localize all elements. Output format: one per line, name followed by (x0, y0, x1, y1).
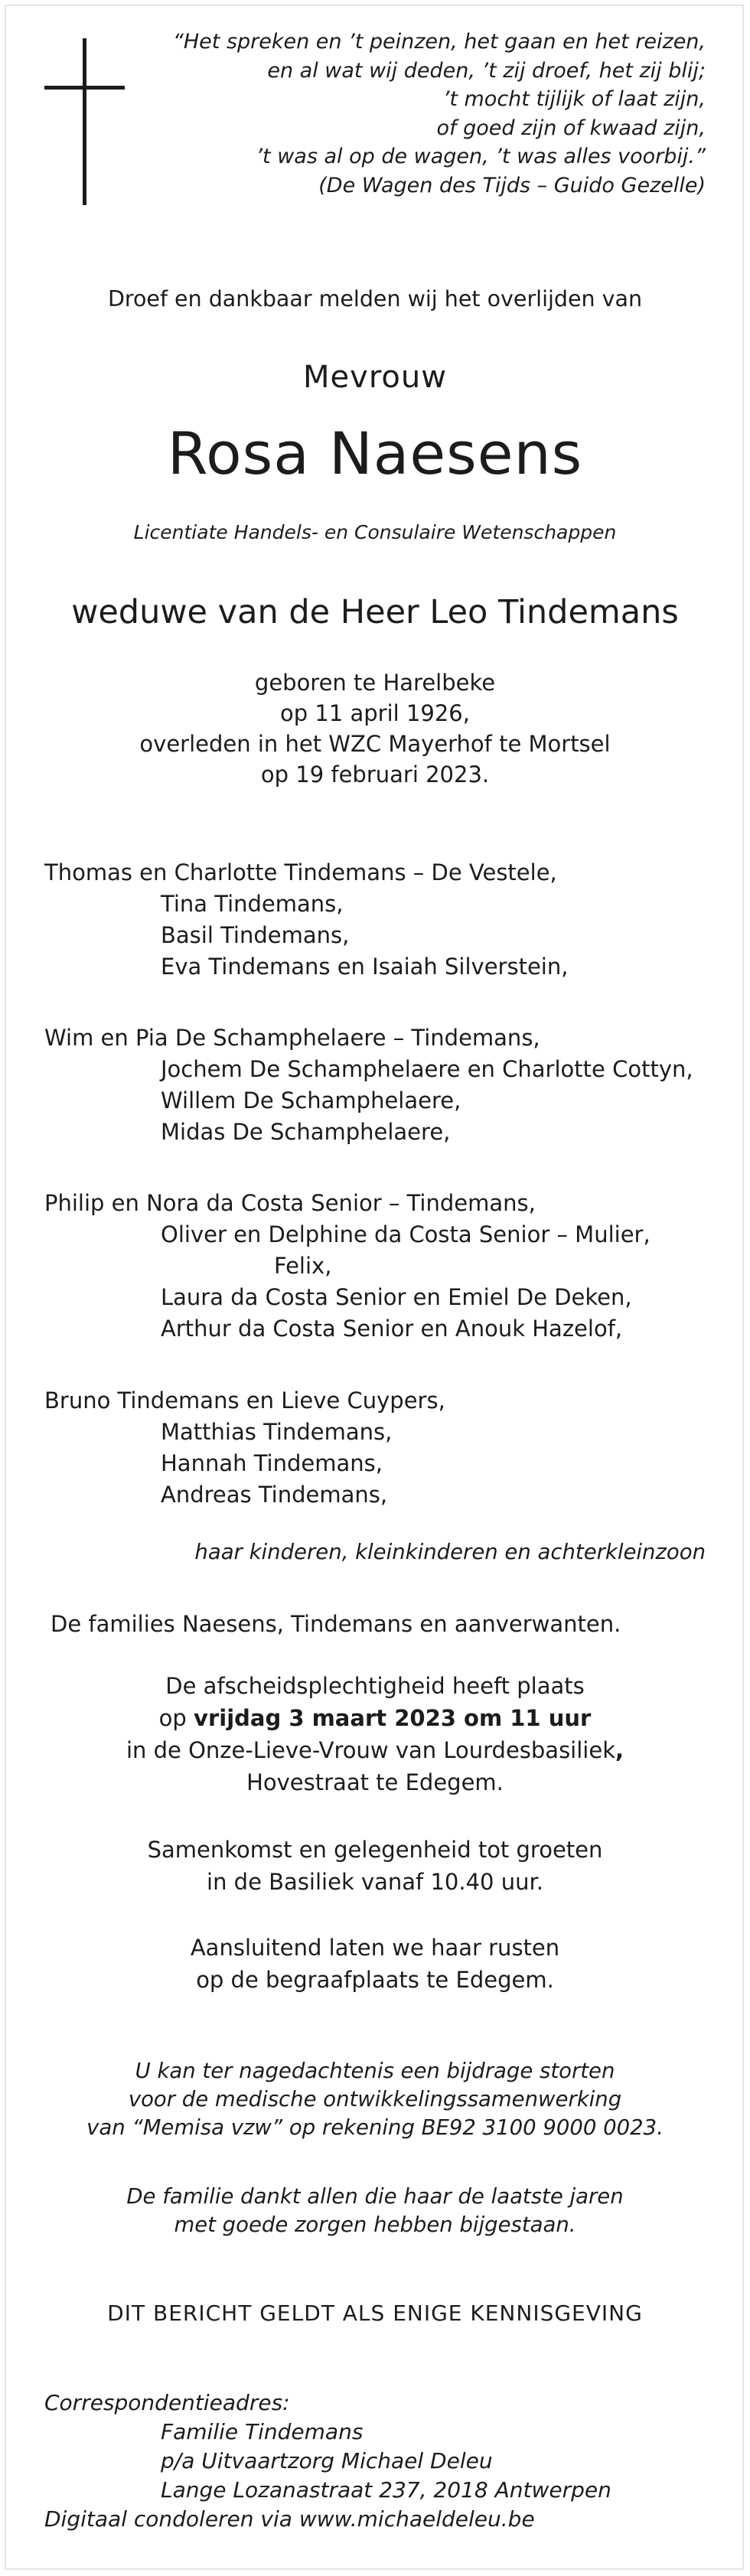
birth-death-info (0, 667, 750, 790)
degree: Licentiate Handels- en Consulaire Wetenschappen (133, 521, 617, 543)
ceremony-info (0, 1670, 750, 1798)
donation-line: voor de medische ontwikkelingssamenwerking (128, 2087, 622, 2111)
correspondence-line: Lange Lozanastraat 237, 2018 Antwerpen (161, 2477, 611, 2503)
correspondence-label: Correspondentieadres: (44, 2390, 290, 2415)
online-condolence: Digitaal condoleren via www.michaeldeleu.be (44, 2506, 535, 2532)
family-head: Wim en Pia De Schamphelaere – Tindemans, (44, 1025, 540, 1051)
poem-line: ’t mocht tijlijk of laat zijn, (442, 87, 706, 111)
death-date: op 19 februari 2023. (260, 761, 490, 787)
cross-vertical-bar (83, 38, 86, 205)
gathering-line: in de Basiliek vanaf 10.40 uur. (207, 1869, 543, 1895)
honorific: Mevrouw (303, 360, 447, 395)
ceremony-date: vrijdag 3 maart 2023 om 11 uur (194, 1705, 592, 1731)
ceremony-place-line (0, 1734, 750, 1766)
ceremony-street: Hovestraat te Edegem. (246, 1769, 504, 1795)
poem-line: en al wat wij deden, ’t zij droef, het zij blij; (267, 58, 706, 83)
widow-line: weduwe van de Heer Leo Tindemans (71, 593, 679, 631)
family-group (44, 857, 568, 983)
thanks-info (0, 2183, 750, 2239)
ceremony-comma: , (615, 1737, 624, 1763)
family-member: Jochem De Schamphelaere en Charlotte Cottyn, (161, 1056, 693, 1082)
ceremony-line: De afscheidsplechtigheid heeft plaats (165, 1673, 585, 1699)
kids-line: haar kinderen, kleinkinderen en achterkleinzoon (194, 1540, 706, 1564)
family-member: Oliver en Delphine da Costa Senior – Mulier, (161, 1221, 651, 1247)
family-member: Laura da Costa Senior en Emiel De Deken, (161, 1284, 632, 1310)
family-member: Tina Tindemans, (161, 891, 344, 917)
family-member: Arthur da Costa Senior en Anouk Hazelof, (161, 1316, 623, 1342)
family-member: Felix, (274, 1253, 332, 1279)
correspondence-line: p/a Uitvaartzorg Michael Deleu (161, 2448, 493, 2473)
family-head: Philip en Nora da Costa Senior – Tindemans, (44, 1190, 536, 1216)
poem (173, 28, 706, 200)
thanks-line: met goede zorgen hebben bijgestaan. (174, 2212, 576, 2237)
birth-place: geboren te Harelbeke (254, 670, 496, 696)
poem-line: of goed zijn of kwaad zijn, (436, 116, 706, 140)
cross-horizontal-bar (44, 86, 125, 90)
families-line: De families Naesens, Tindemans en aanverwanten. (51, 1611, 621, 1637)
family-head: Thomas en Charlotte Tindemans – De Vestele, (44, 859, 557, 885)
family-member: Willem De Schamphelaere, (161, 1087, 461, 1114)
ceremony-place: in de Onze-Lieve-Vrouw van Lourdesbasiliek (126, 1737, 615, 1763)
ceremony-date-line (0, 1702, 750, 1734)
donation-line: van “Memisa vzw” op rekening BE92 3100 9000 0023. (86, 2115, 664, 2140)
ceremony-op: op (158, 1705, 187, 1731)
family-member: Basil Tindemans, (161, 922, 350, 948)
family-member: Matthias Tindemans, (161, 1419, 393, 1445)
family-member: Eva Tindemans en Isaiah Silverstein, (161, 954, 569, 980)
deceased-name: Rosa Naesens (167, 419, 583, 487)
poem-line: ’t was al op de wagen, ’t was alles voorbij.” (256, 145, 706, 168)
family-member: Midas De Schamphelaere, (161, 1119, 451, 1145)
burial-line: Aansluitend laten we haar rusten (190, 1935, 560, 1961)
burial-info (0, 1932, 750, 1996)
poem-source: (De Wagen des Tijds – Guido Gezelle) (318, 173, 706, 197)
family-member: Andreas Tindemans, (161, 1482, 388, 1508)
thanks-line: De familie dankt allen die haar de laatste jaren (126, 2184, 624, 2209)
family-group (44, 1385, 445, 1511)
family-member: Hannah Tindemans, (161, 1450, 383, 1476)
gathering-line: Samenkomst en gelegenheid tot groeten (147, 1837, 603, 1863)
birth-date: op 11 april 1926, (280, 700, 470, 726)
family-group (44, 1188, 651, 1345)
donation-line: U kan ter nagedachtenis een bijdrage storten (135, 2059, 615, 2083)
burial-line: op de begraafplaats te Edegem. (196, 1967, 554, 1993)
correspondence-line: Familie Tindemans (161, 2419, 364, 2444)
death-place: overleden in het WZC Mayerhof te Mortsel (139, 731, 611, 757)
notice: DIT BERICHT GELDT ALS ENIGE KENNISGEVING (107, 2300, 643, 2326)
family-group (44, 1022, 693, 1148)
poem-line: “Het spreken en ’t peinzen, het gaan en het reizen, (172, 30, 706, 54)
intro-text: Droef en dankbaar melden wij het overlijden van (107, 286, 643, 311)
gathering-info (0, 1834, 750, 1898)
family-head: Bruno Tindemans en Lieve Cuypers, (44, 1387, 445, 1414)
correspondence (44, 2389, 611, 2534)
donation-info (0, 2057, 750, 2142)
